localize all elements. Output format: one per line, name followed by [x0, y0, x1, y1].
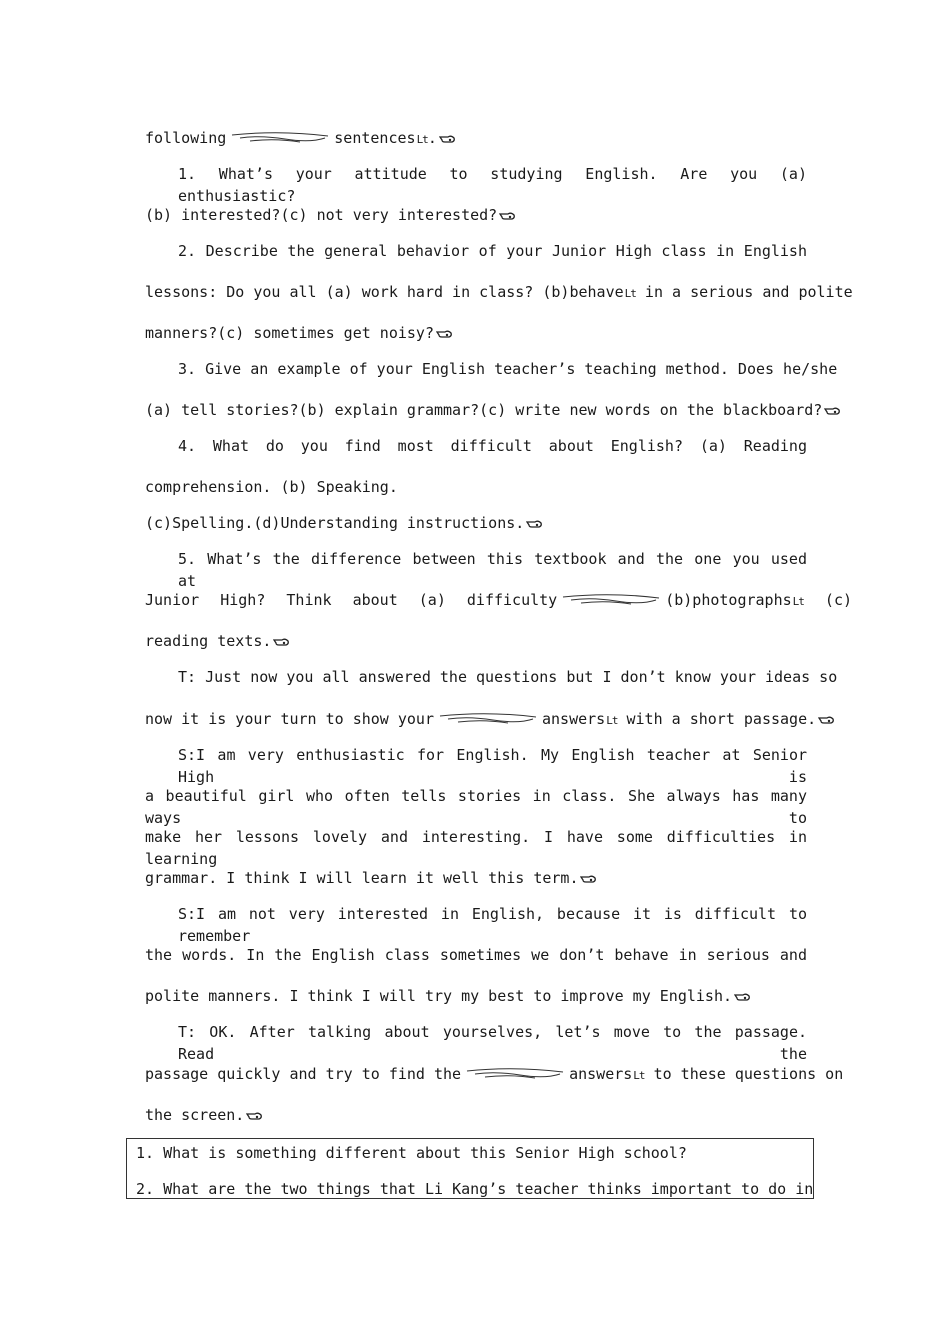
wavy-underline-icon — [561, 593, 661, 609]
pointing-hand-icon — [499, 211, 516, 221]
text-line: T: OK. After talking about yourselves, let’s move to the passage. Read the — [178, 1023, 807, 1063]
text-line: following sentencesLt. — [145, 127, 807, 151]
wavy-underline-icon — [438, 712, 538, 728]
text-line: a beautiful girl who often tells stories in class. She always has many ways to — [145, 787, 807, 827]
text-line: comprehension. (b) Speaking. — [145, 478, 398, 496]
wavy-underline-icon — [230, 131, 330, 147]
text-line: polite manners. I think I will try my best to improve my English. — [145, 985, 807, 1007]
text-line: passage quickly and try to find the answersLt to these questions on — [145, 1063, 807, 1087]
revision-marker: Lt — [624, 287, 636, 300]
text-line: S:I am not very interested in English, because it is difficult to remember — [178, 905, 807, 945]
pointing-hand-icon — [734, 992, 751, 1002]
pointing-hand-icon — [818, 715, 835, 725]
pointing-hand-icon — [436, 329, 453, 339]
text-line: 5. What’s the difference between this textbook and the one you used at — [178, 550, 807, 590]
question-line: 1. What is something different about this Senior High school? — [136, 1144, 687, 1162]
text-line: reading texts. — [145, 630, 807, 652]
revision-marker: Lt — [792, 595, 804, 608]
revision-marker: Lt — [606, 714, 618, 727]
pointing-hand-icon — [273, 637, 290, 647]
text-line: (a) tell stories?(b) explain grammar?(c) write new words on the blackboard? — [145, 399, 807, 421]
text-line: 1. What’s your attitude to studying English. Are you (a) enthusiastic? — [178, 165, 807, 205]
text-line: 2. Describe the general behavior of your Junior High class in English — [178, 242, 807, 260]
text-line: S:I am very enthusiastic for English. My English teacher at Senior High is — [178, 746, 807, 786]
text-line: grammar. I think I will learn it well this term. — [145, 867, 807, 889]
text-line: now it is your turn to show your answersLt with a short passage. — [145, 708, 807, 732]
pointing-hand-icon — [580, 874, 597, 884]
question-line: 2. What are the two things that Li Kang’s teacher thinks important to do in — [136, 1180, 814, 1198]
text-line: lessons: Do you all (a) work hard in class? (b)behaveLt in a serious and polite — [145, 281, 807, 305]
text-line: make her lessons lovely and interesting. I have some difficulties in learning — [145, 828, 807, 868]
pointing-hand-icon — [526, 519, 543, 529]
text-line: (c)Spelling.(d)Understanding instructions. — [145, 512, 807, 534]
text-line: manners?(c) sometimes get noisy? — [145, 322, 807, 344]
text-line: (b) interested?(c) not very interested? — [145, 204, 807, 226]
text-line: Junior High? Think about (a) difficulty (b)photographsLt (c) — [145, 589, 807, 613]
revision-marker: Lt — [633, 1069, 645, 1082]
text-line: the words. In the English class sometimes we don’t behave in serious and — [145, 946, 807, 964]
text-line: the screen. — [145, 1104, 807, 1126]
pointing-hand-icon — [439, 134, 456, 144]
revision-marker: Lt — [416, 133, 428, 146]
text-line: 3. Give an example of your English teacher’s teaching method. Does he/she — [178, 360, 838, 378]
question-box — [126, 1138, 814, 1199]
text-line: T: Just now you all answered the questions but I don’t know your ideas so — [178, 668, 838, 686]
text-line: 4. What do you find most difficult about English? (a) Reading — [178, 437, 807, 455]
wavy-underline-icon — [465, 1067, 565, 1083]
pointing-hand-icon — [246, 1111, 263, 1121]
pointing-hand-icon — [824, 406, 841, 416]
